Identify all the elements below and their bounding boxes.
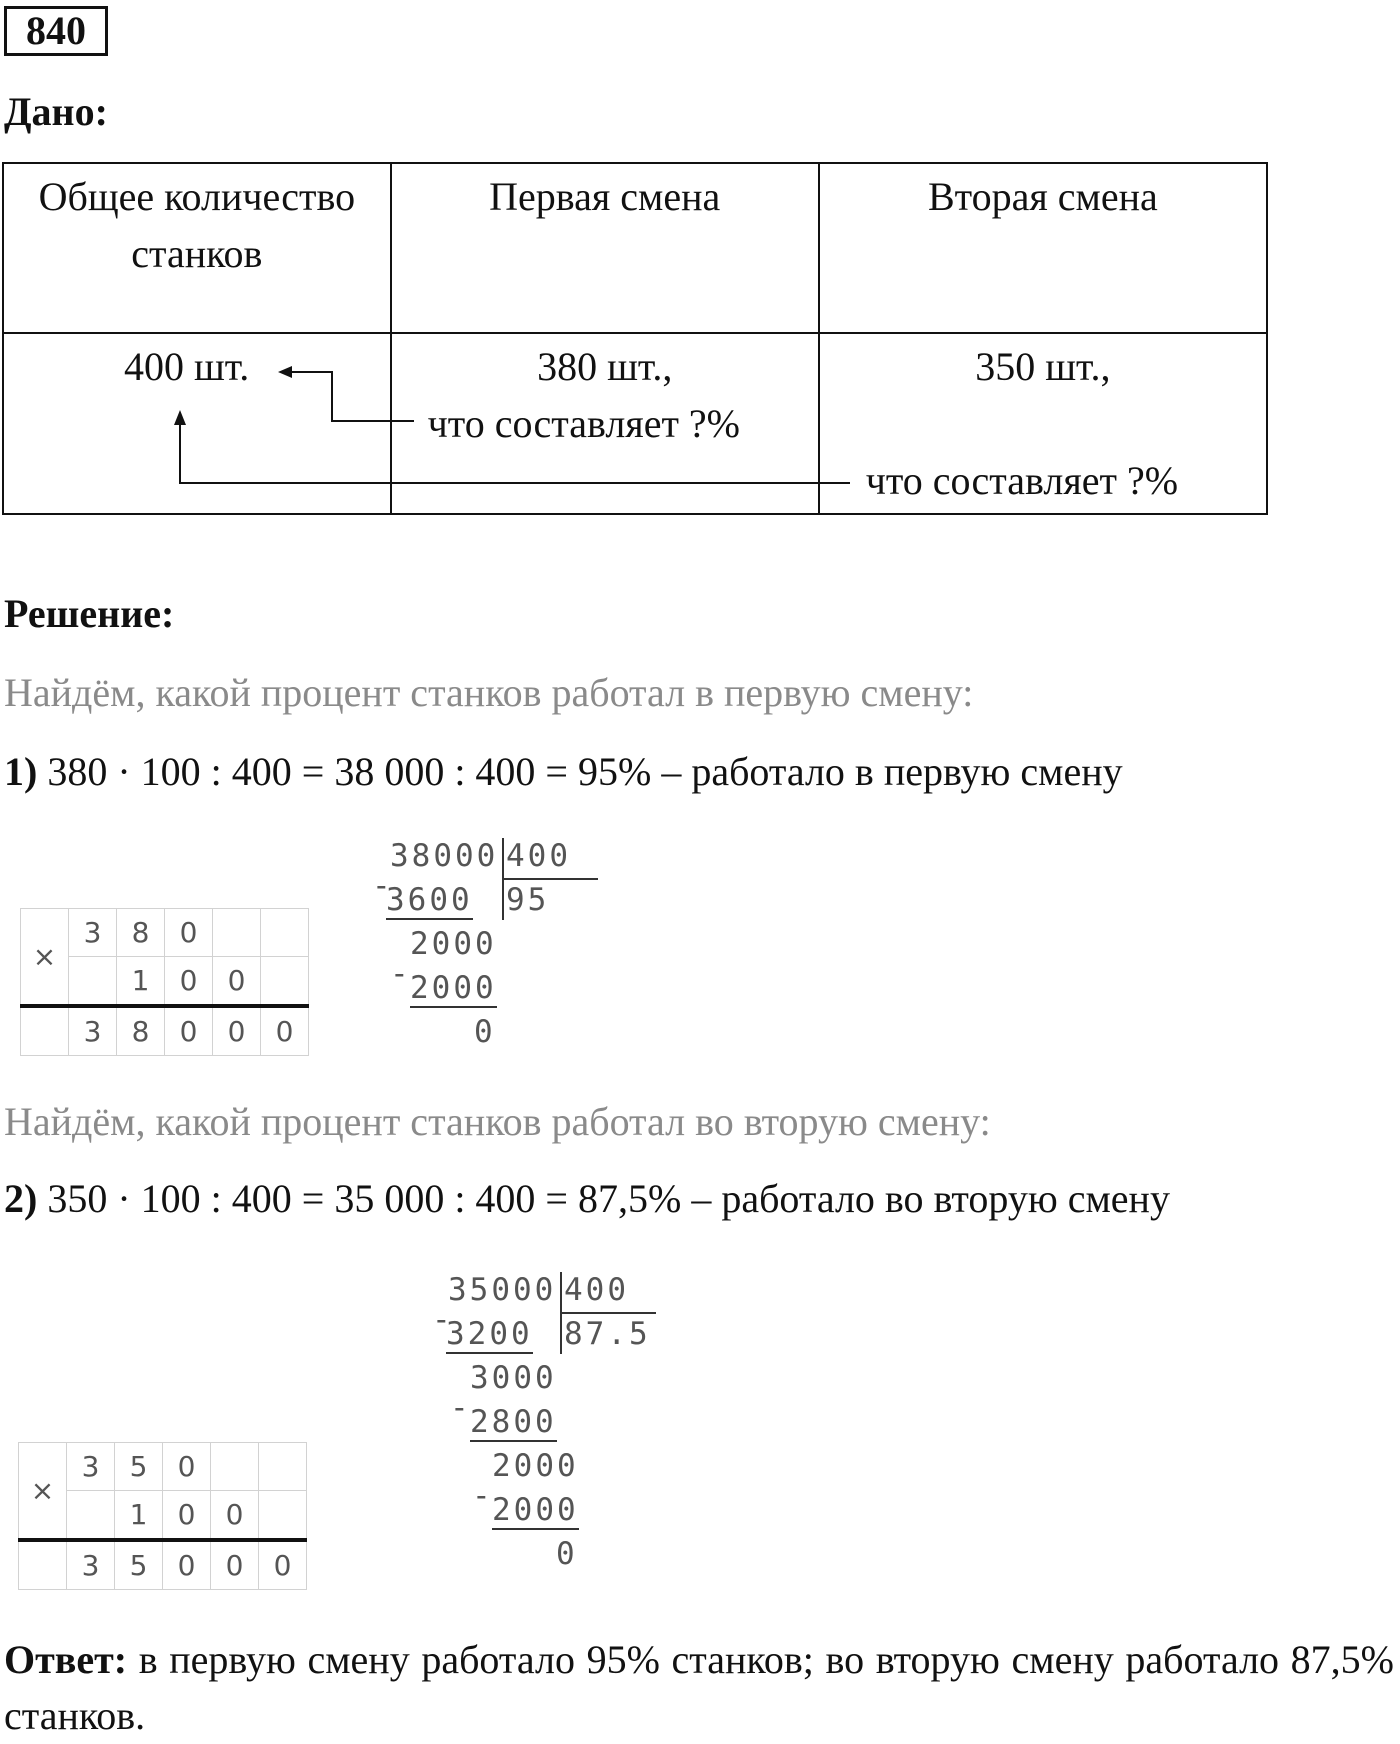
mult-cell xyxy=(19,1540,67,1590)
division-bar xyxy=(560,1312,656,1314)
mult-cell: 0 xyxy=(165,957,213,1007)
step1-long-division xyxy=(372,838,592,1058)
total-value: 400 шт. xyxy=(124,344,250,389)
mult-cell: 0 xyxy=(165,1006,213,1056)
division-remainder: 0 xyxy=(556,1536,578,1572)
answer-text: в первую смену работало 95% станков; во вторую смену работало 87,5% станков. xyxy=(4,1637,1394,1738)
arrow-head-first xyxy=(278,366,292,378)
mult-sign: × xyxy=(19,1443,67,1541)
division-quotient: 95 xyxy=(506,882,550,918)
mult-cell: 0 xyxy=(261,1006,309,1056)
step2-line xyxy=(4,1175,1170,1222)
mult-cell xyxy=(69,957,117,1007)
mult-cell: 5 xyxy=(115,1443,163,1491)
mult-cell: 8 xyxy=(117,909,165,957)
answer-label: Ответ: xyxy=(4,1637,128,1682)
step1-number: 1) xyxy=(4,749,38,794)
division-subtrahend: 3200 xyxy=(446,1316,533,1352)
mult-cell: 0 xyxy=(163,1491,211,1541)
header-second-shift: Вторая смена xyxy=(819,163,1267,333)
mult-cell xyxy=(213,909,261,957)
arrow-first-to-total xyxy=(290,372,414,421)
mult-cell: 0 xyxy=(211,1540,259,1590)
given-label: Дано: xyxy=(4,89,108,134)
header-total: Общее количество станков xyxy=(3,163,391,333)
division-bar xyxy=(502,878,598,880)
mult-cell: 0 xyxy=(165,909,213,957)
step2-multiplication xyxy=(18,1442,307,1590)
relation-arrows xyxy=(0,0,1400,520)
mult-cell xyxy=(21,1006,69,1056)
division-remainder: 0 xyxy=(474,1014,496,1050)
step2-intro: Найдём, какой процент станков работал во вторую смену: xyxy=(4,1099,991,1144)
mult-cell: 0 xyxy=(163,1443,211,1491)
division-divisor: 400 xyxy=(564,1272,629,1308)
mult-cell xyxy=(261,957,309,1007)
answer xyxy=(4,1632,1394,1744)
first-shift-value: 380 шт., xyxy=(537,344,673,389)
division-subtrahend: 2000 xyxy=(492,1492,579,1528)
step1-multiplication xyxy=(20,908,309,1056)
division-remainder: 2000 xyxy=(492,1448,579,1484)
mult-cell: 8 xyxy=(117,1006,165,1056)
second-shift-question: что составляет ?% xyxy=(865,458,1179,503)
minus-sign: - xyxy=(450,1390,472,1426)
division-remainder: 2000 xyxy=(410,926,497,962)
minus-sign: - xyxy=(372,868,394,904)
first-shift-question: что составляет ?% xyxy=(427,401,740,446)
second-shift-value: 350 шт., xyxy=(975,344,1111,389)
mult-cell: 3 xyxy=(69,1006,117,1056)
mult-sign: × xyxy=(21,909,69,1007)
division-remainder: 3000 xyxy=(470,1360,557,1396)
mult-cell: 3 xyxy=(69,909,117,957)
mult-cell: 0 xyxy=(213,957,261,1007)
step1-intro: Найдём, какой процент станков работал в первую смену: xyxy=(4,670,974,715)
step1-line xyxy=(4,748,1123,795)
minus-sign: - xyxy=(432,1302,454,1338)
division-subtrahend: 2000 xyxy=(410,970,497,1006)
problem-number: 840 xyxy=(4,6,108,56)
division-quotient: 87.5 xyxy=(564,1316,651,1352)
arrow-second-to-total xyxy=(180,422,850,483)
mult-cell xyxy=(211,1443,259,1491)
division-subtrahend: 3600 xyxy=(386,882,473,918)
mult-cell xyxy=(67,1491,115,1541)
step2-expression: 350 · 100 : 400 = 35 000 : 400 = 87,5% – работало во вторую смену xyxy=(47,1176,1170,1221)
mult-cell xyxy=(261,909,309,957)
mult-cell: 3 xyxy=(67,1443,115,1491)
header-first-shift: Первая смена xyxy=(391,163,819,333)
division-divisor: 400 xyxy=(506,838,571,874)
minus-sign: - xyxy=(390,956,412,992)
mult-cell: 3 xyxy=(67,1540,115,1590)
mult-cell: 1 xyxy=(115,1491,163,1541)
solution-label: Решение: xyxy=(4,591,175,636)
minus-sign: - xyxy=(472,1478,494,1514)
mult-cell: 0 xyxy=(259,1540,307,1590)
mult-cell: 0 xyxy=(213,1006,261,1056)
mult-cell xyxy=(259,1491,307,1541)
division-dividend: 38000 xyxy=(390,838,499,874)
mult-cell xyxy=(259,1443,307,1491)
arrow-head-second xyxy=(174,410,186,425)
division-subtrahend: 2800 xyxy=(470,1404,557,1440)
step2-number: 2) xyxy=(4,1176,38,1221)
mult-cell: 1 xyxy=(117,957,165,1007)
mult-cell: 0 xyxy=(211,1491,259,1541)
mult-cell: 0 xyxy=(163,1540,211,1590)
step2-long-division xyxy=(432,1272,672,1582)
division-dividend: 35000 xyxy=(448,1272,557,1308)
mult-cell: 5 xyxy=(115,1540,163,1590)
step1-expression: 380 · 100 : 400 = 38 000 : 400 = 95% – работало в первую смену xyxy=(47,749,1123,794)
